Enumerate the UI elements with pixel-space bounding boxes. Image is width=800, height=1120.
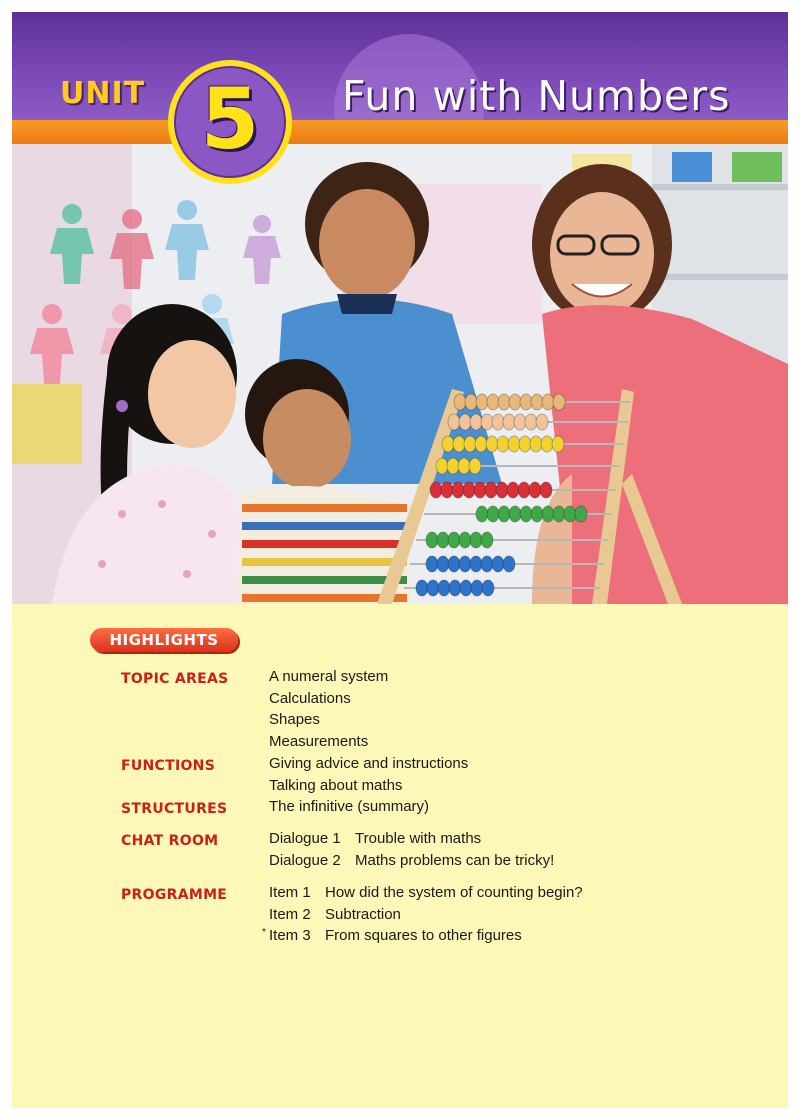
abacus-bead	[458, 458, 470, 474]
item-title: Subtraction	[325, 905, 401, 923]
structures-label: STRUCTURES	[121, 801, 228, 817]
topic-areas-label: TOPIC AREAS	[121, 671, 229, 687]
abacus-bead	[508, 436, 520, 452]
abacus-bead	[438, 580, 450, 596]
list-item: The infinitive (summary)	[269, 798, 430, 815]
abacus-bead	[518, 482, 530, 498]
abacus-bead	[441, 482, 453, 498]
abacus-bead	[503, 414, 515, 430]
abacus-bead	[465, 394, 477, 410]
abacus-bead	[525, 414, 537, 430]
abacus-bead	[553, 506, 565, 522]
list-item: Calculations	[269, 689, 351, 707]
item-number: Item 3	[269, 927, 311, 944]
abacus-bead	[476, 394, 488, 410]
list-item: Talking about maths	[269, 776, 403, 794]
unit-number: 5	[200, 70, 260, 168]
abacus-bead	[459, 556, 471, 572]
abacus-bead	[476, 506, 488, 522]
abacus-bead	[452, 482, 464, 498]
abacus-bead	[553, 394, 565, 410]
abacus-bead	[503, 556, 515, 572]
abacus-bead	[485, 482, 497, 498]
list-item	[269, 828, 554, 850]
abacus-bead	[416, 580, 428, 596]
item-number: Item 2	[269, 905, 311, 923]
list-item: Giving advice and instructions	[269, 755, 469, 772]
abacus-bead	[481, 532, 493, 548]
abacus-bead	[481, 556, 493, 572]
abacus-bead	[520, 506, 532, 522]
abacus-bead	[492, 414, 504, 430]
abacus-bead	[448, 532, 460, 548]
abacus-bead	[474, 482, 486, 498]
abacus-bead	[426, 556, 438, 572]
abacus-bead	[530, 436, 542, 452]
abacus-bead	[487, 506, 499, 522]
abacus-bead	[470, 532, 482, 548]
abacus-bead	[426, 532, 438, 548]
abacus-bead	[564, 506, 576, 522]
list-item	[262, 925, 583, 947]
abacus-bead	[496, 482, 508, 498]
item-title: How did the system of counting begin?	[325, 884, 583, 901]
abacus-bead	[509, 394, 521, 410]
abacus-bead	[514, 414, 526, 430]
abacus-bead	[447, 458, 459, 474]
abacus-bead	[453, 436, 465, 452]
abacus-bead	[442, 436, 454, 452]
abacus-bead	[492, 556, 504, 572]
abacus-bead	[529, 482, 541, 498]
abacus-bead	[463, 482, 475, 498]
abacus-bead	[498, 506, 510, 522]
list-item: Measurements	[269, 732, 369, 750]
abacus-bead	[482, 580, 494, 596]
abacus-bead	[437, 532, 449, 548]
abacus-bead	[509, 506, 521, 522]
abacus-bead	[498, 394, 510, 410]
abacus-bead	[552, 436, 564, 452]
structures-list	[269, 796, 429, 818]
abacus-bead	[469, 458, 481, 474]
abacus-bead	[436, 458, 448, 474]
abacus-bead	[437, 556, 449, 572]
abacus-bead	[497, 436, 509, 452]
item-title: From squares to other figures	[325, 927, 522, 944]
abacus-bead	[475, 436, 487, 452]
header-orange-stripe	[12, 120, 788, 144]
functions-label: FUNCTIONS	[121, 758, 216, 774]
abacus-bead	[481, 414, 493, 430]
abacus-bead	[427, 580, 439, 596]
abacus-bead	[454, 394, 466, 410]
list-item	[269, 904, 583, 926]
functions-list	[269, 753, 468, 796]
abacus-bead	[464, 436, 476, 452]
abacus-bead	[486, 436, 498, 452]
abacus-bead	[470, 556, 482, 572]
programme-label: PROGRAMME	[121, 887, 228, 903]
abacus-bead	[507, 482, 519, 498]
abacus-bead	[449, 580, 461, 596]
abacus-bead	[448, 556, 460, 572]
abacus-bead	[430, 482, 442, 498]
unit-label	[60, 76, 145, 111]
programme-list	[262, 882, 583, 947]
abacus-bead	[459, 532, 471, 548]
unit-title: Fun with Numbers	[342, 72, 731, 120]
abacus-bead	[536, 414, 548, 430]
abacus-bead	[540, 482, 552, 498]
abacus-bead	[471, 580, 483, 596]
abacus-photo	[12, 144, 788, 604]
dialogue-number: Dialogue 2	[269, 851, 341, 869]
abacus-bead	[542, 506, 554, 522]
chat-room-label: CHAT ROOM	[121, 833, 219, 849]
abacus-bead	[531, 394, 543, 410]
abacus-bead	[448, 414, 460, 430]
dialogue-title: Maths problems can be tricky!	[355, 851, 555, 869]
dialogue-title: Trouble with maths	[355, 830, 482, 847]
abacus-bead	[460, 580, 472, 596]
list-item	[269, 850, 554, 872]
abacus-bead	[487, 394, 499, 410]
abacus-bead	[531, 506, 543, 522]
list-item: Shapes	[269, 711, 320, 728]
asterisk-mark: *	[262, 927, 266, 938]
list-item: A numeral system	[269, 668, 389, 685]
dialogue-number: Dialogue 1	[269, 830, 341, 847]
abacus-bead	[519, 436, 531, 452]
page	[12, 12, 788, 1108]
highlights-heading: HIGHLIGHTS	[109, 631, 219, 649]
chat-room-list	[269, 828, 554, 871]
abacus-bead	[470, 414, 482, 430]
abacus-bead	[459, 414, 471, 430]
abacus-bead	[575, 506, 587, 522]
list-item	[269, 882, 583, 904]
topic-areas-list	[269, 666, 388, 752]
unit-word: UNIT	[60, 76, 146, 111]
abacus-bead	[520, 394, 532, 410]
item-number: Item 1	[269, 884, 311, 901]
abacus-bead	[542, 394, 554, 410]
abacus-bead	[541, 436, 553, 452]
